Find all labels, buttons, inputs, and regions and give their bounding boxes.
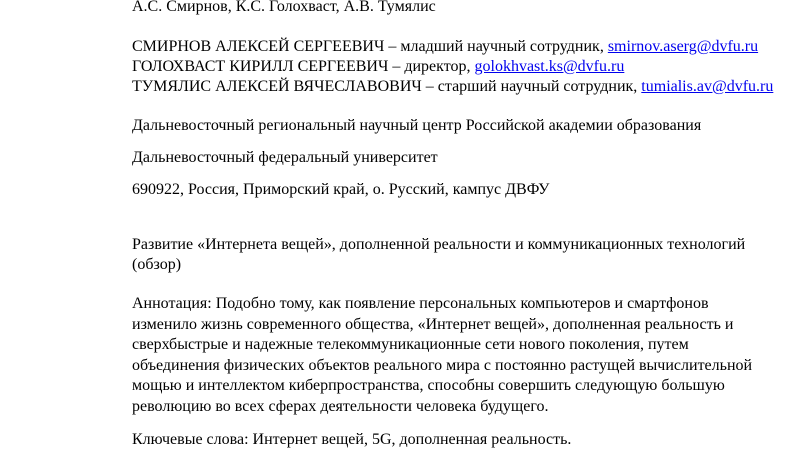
keywords: Ключевые слова: Интернет вещей, 5G, дополненная реальность.	[132, 431, 572, 448]
paper-title-line-1: Развитие «Интернета вещей», дополненной реальности и коммуникационных технологий	[132, 236, 746, 253]
author-role: – младший научный сотрудник,	[384, 38, 608, 55]
author-email-link[interactable]: golokhvast.ks@dvfu.ru	[474, 58, 625, 75]
abstract	[132, 294, 802, 417]
abstract-line: объединения физических объектов реального мира с постоянно растущей вычислительной	[132, 356, 753, 374]
author-role: – директор,	[388, 58, 475, 75]
affiliation-2: Дальневосточный федеральный университет	[132, 149, 438, 166]
author-name: СМИРНОВ АЛЕКСЕЙ СЕРГЕЕВИЧ	[132, 38, 385, 55]
authors-line: А.С. Смирнов, К.С. Голохваст, А.В. Тумялис	[132, 0, 436, 15]
abstract-line: сверхбыстрые и надежные телекоммуникационные сети нового поколения, путем	[132, 336, 689, 353]
abstract-line: революцию во всех сферах деятельности человека будущего.	[132, 397, 549, 415]
address: 690922, Россия, Приморский край, о. Русский, кампус ДВФУ	[132, 181, 550, 198]
author-email-link[interactable]: tumialis.av@dvfu.ru	[641, 78, 774, 95]
author-row-3	[132, 77, 802, 98]
document-page	[65, 0, 774, 450]
affiliation-1: Дальневосточный региональный научный центр Российской академии образования	[132, 117, 702, 134]
author-name: ГОЛОХВАСТ КИРИЛЛ СЕРГЕЕВИЧ	[132, 58, 389, 75]
author-email-link[interactable]: smirnov.aserg@dvfu.ru	[607, 38, 759, 55]
abstract-line: Аннотация: Подобно тому, как появление персональных компьютеров и смартфонов	[132, 295, 709, 312]
paper-title-line-2: (обзор)	[132, 256, 182, 273]
author-name: ТУМЯЛИС АЛЕКСЕЙ ВЯЧЕСЛАВОВИЧ	[132, 78, 422, 95]
author-role: – старший научный сотрудник,	[421, 78, 642, 95]
abstract-line: мощью и интеллектом киберпространства, способны совершить следующую большую	[132, 377, 725, 394]
author-row-1	[132, 37, 802, 58]
abstract-line: изменило жизнь современного общества, «Интернет вещей», дополненная реальность и	[132, 315, 734, 333]
author-row-2	[132, 57, 802, 78]
